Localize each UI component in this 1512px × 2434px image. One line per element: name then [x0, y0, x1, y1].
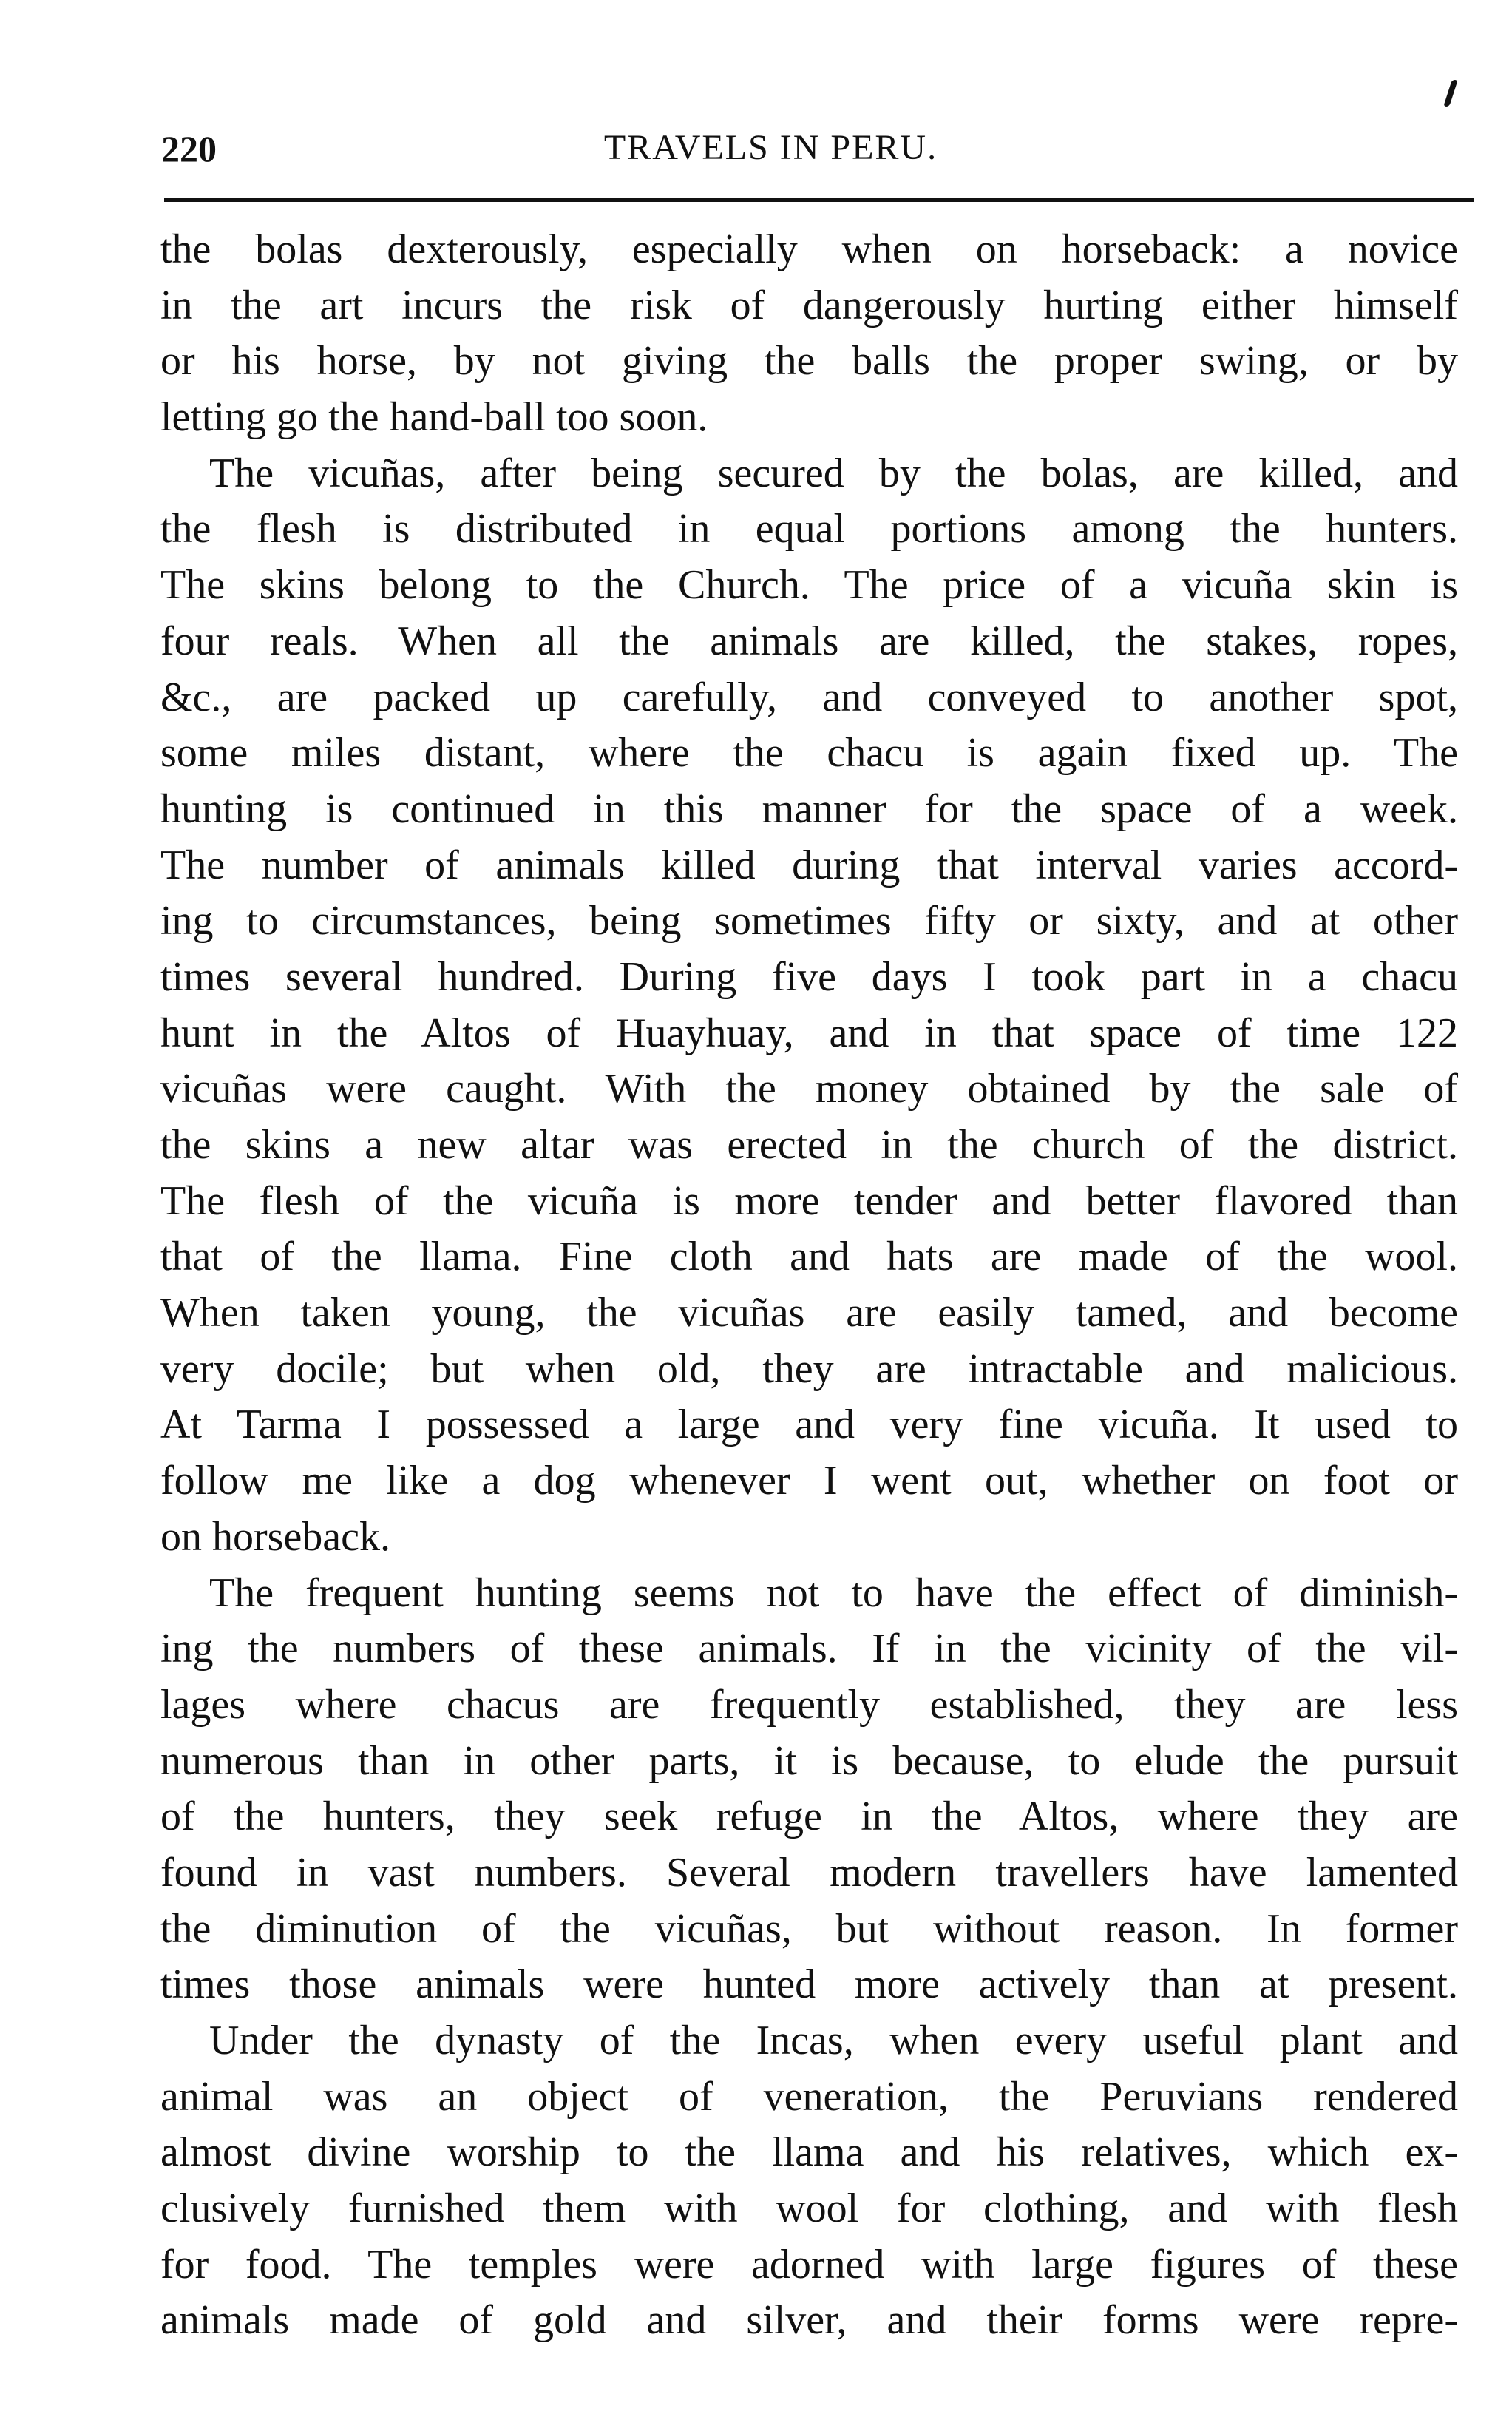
header-rule [164, 198, 1474, 202]
text-line: or his horse, by not giving the balls the proper swing, or by [160, 338, 1458, 385]
text-line: hunt in the Altos of Huayhuay, and in that space of time 122 [160, 1010, 1458, 1056]
text-line: The frequent hunting seems not to have the effect of diminish- [209, 1569, 1458, 1616]
text-line: the diminution of the vicuñas, but without reason. In former [160, 1905, 1458, 1952]
text-line: Under the dynasty of the Incas, when every useful plant and [209, 2018, 1458, 2063]
text-line: &c., are packed up carefully, and conveyed to another spot, [160, 674, 1458, 720]
text-line: numerous than in other parts, it is because, to elude the pursuit [160, 1737, 1458, 1784]
text-line: the flesh is distributed in equal portions among the hunters. [160, 506, 1458, 552]
text-line: of the hunters, they seek refuge in the Altos, where they are [160, 1794, 1458, 1840]
text-line: hunting is continued in this manner for the space of a week. [160, 785, 1458, 832]
text-line: ing to circumstances, being sometimes fifty or sixty, and at other [160, 898, 1458, 944]
page-body [160, 222, 1458, 2349]
text-line: the bolas dexterously, especially when on horseback: a novice [160, 226, 1458, 272]
text-line: lages where chacus are frequently established, they are less [160, 1681, 1458, 1728]
text-line: At Tarma I possessed a large and very fine vicuña. It used to [160, 1402, 1458, 1448]
text-line: the skins a new altar was erected in the church of the district. [160, 1122, 1458, 1168]
text-line: The number of animals killed during that interval varies accord- [160, 842, 1458, 888]
text-line: The flesh of the vicuña is more tender and better flavored than [160, 1177, 1458, 1224]
text-line: very docile; but when old, they are intractable and malicious. [160, 1345, 1458, 1392]
text-line: almost divine worship to the llama and his relatives, which ex- [160, 2129, 1458, 2176]
text-line: animals made of gold and silver, and their forms were repre- [160, 2297, 1458, 2344]
text-line: in the art incurs the risk of dangerously hurting either himself [160, 282, 1458, 328]
text-line: clusively furnished them with wool for clothing, and with flesh [160, 2185, 1458, 2232]
page-number: 220 [161, 128, 217, 169]
ink-mark [1443, 80, 1458, 107]
text-line: animal was an object of veneration, the Peruvians rendered [160, 2073, 1458, 2120]
text-line: times those animals were hunted more actively than at present. [160, 1961, 1458, 2008]
running-title: TRAVELS IN PERU. [603, 128, 938, 167]
text-line: that of the llama. Fine cloth and hats are made of the wool. [160, 1234, 1458, 1280]
text-line: letting go the hand-ball too soon. [160, 394, 708, 441]
text-line: on horseback. [160, 1513, 391, 1560]
text-line: follow me like a dog whenever I went out, whether on foot or [160, 1458, 1458, 1504]
text-line: vicuñas were caught. With the money obtained by the sale of [160, 1066, 1458, 1112]
text-line: found in vast numbers. Several modern travellers have lamented [160, 1849, 1458, 1896]
text-line: The skins belong to the Church. The price of a vicuña skin is [160, 562, 1458, 609]
text-line: four reals. When all the animals are killed, the stakes, ropes, [160, 618, 1458, 664]
text-line: ing the numbers of these animals. If in the vicinity of the vil- [160, 1626, 1458, 1672]
text-line: When taken young, the vicuñas are easily tamed, and become [160, 1290, 1458, 1336]
text-line: The vicuñas, after being secured by the bolas, are killed, and [209, 450, 1458, 496]
text-line: some miles distant, where the chacu is again fixed up. The [160, 730, 1458, 777]
text-line: for food. The temples were adorned with large figures of these [160, 2241, 1458, 2288]
text-line: times several hundred. During five days I took part in a chacu [160, 953, 1458, 1000]
